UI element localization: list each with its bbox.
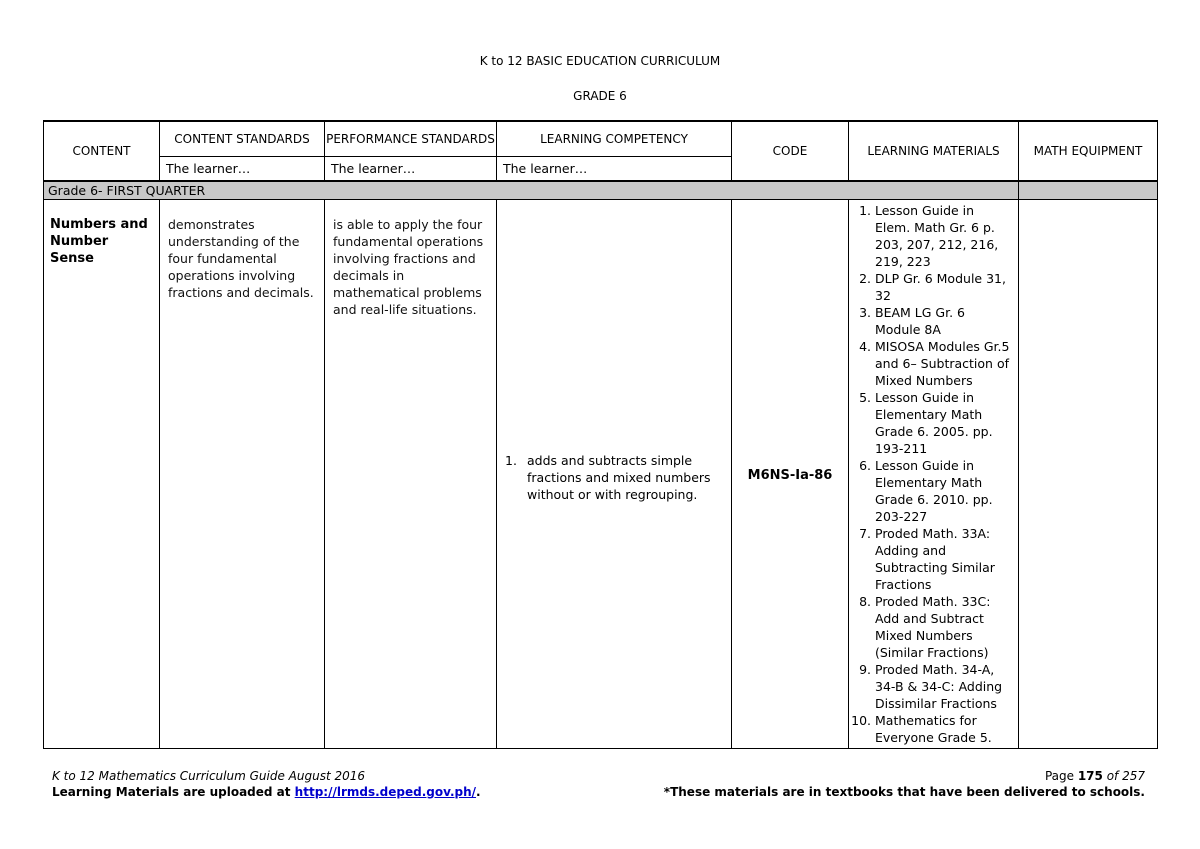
column-header-math-equipment: MATH EQUIPMENT: [1019, 121, 1158, 181]
quarter-equipment-cell: [1019, 181, 1158, 200]
column-header-code: CODE: [732, 121, 849, 181]
page-total: of 257: [1102, 769, 1145, 783]
material-item: 4. MISOSA Modules Gr.5 and 6– Subtraction of Mixed Numbers: [875, 338, 1018, 389]
material-item: 5. Lesson Guide in Elementary Math Grade 6. 2005. pp. 193-211: [875, 389, 1018, 457]
math-equipment-cell: [1019, 199, 1158, 748]
content-value: Numbers and Number Sense: [50, 216, 148, 266]
column-header-learning-competency: LEARNING COMPETENCY: [497, 121, 732, 156]
code-value: M6NS-Ia-86: [747, 467, 833, 483]
learner-label-learning-competency: The learner…: [497, 156, 732, 181]
content-cell: [44, 199, 160, 748]
material-item: 3. BEAM LG Gr. 6 Module 8A: [875, 304, 1018, 338]
column-header-content: CONTENT: [44, 121, 160, 181]
material-item: 6. Lesson Guide in Elementary Math Grade 6. 2010. pp. 203-227: [875, 457, 1018, 525]
document-title: K to 12 BASIC EDUCATION CURRICULUM: [479, 54, 721, 68]
page-number: [664, 768, 1145, 784]
lrmds-link[interactable]: http://lrmds.deped.gov.ph/: [294, 785, 477, 799]
materials-list: [849, 200, 1018, 746]
grade-title: GRADE 6: [573, 89, 627, 103]
content-standard-cell: [160, 199, 325, 748]
content-standard-value: demonstrates understanding of the four fundamental operations involving fractions and decimals.: [168, 216, 314, 300]
performance-standard-value: is able to apply the four fundamental operations involving fractions and decimals in mathematical problems and real-life situations.: [333, 216, 484, 317]
page-current: 175: [1077, 769, 1103, 783]
material-item: 1. Lesson Guide in Elem. Math Gr. 6 p. 203, 207, 212, 216, 219, 223: [875, 202, 1018, 270]
footer-note: *These materials are in textbooks that have been delivered to schools.: [663, 785, 1145, 799]
code-cell: [732, 199, 849, 748]
column-header-performance-standards: PERFORMANCE STANDARDS: [325, 121, 497, 156]
material-item: 2. DLP Gr. 6 Module 31, 32: [875, 270, 1018, 304]
competency-text: adds and subtracts simple fractions and mixed numbers without or with regrouping.: [527, 452, 711, 502]
learning-materials-cell: [849, 199, 1019, 748]
quarter-label: Grade 6- FIRST QUARTER: [44, 181, 1019, 200]
footer-right: [664, 768, 1145, 800]
footer-uploaded-suffix: .: [476, 785, 481, 799]
column-header-learning-materials: LEARNING MATERIALS: [849, 121, 1019, 181]
learner-label-performance-standards: The learner…: [325, 156, 497, 181]
material-item: 9. Proded Math. 34-A, 34-B & 34-C: Adding Dissimilar Fractions: [875, 661, 1018, 712]
learner-label-content-standards: The learner…: [160, 156, 325, 181]
competency-number: 1.: [505, 452, 517, 468]
footer-guide: K to 12 Mathematics Curriculum Guide August 2016: [52, 769, 366, 783]
footer-left: [52, 768, 481, 800]
column-header-content-standards: CONTENT STANDARDS: [160, 121, 325, 156]
footer-uploaded-prefix: Learning Materials are uploaded at: [52, 785, 295, 799]
material-item: 8. Proded Math. 33C: Add and Subtract Mixed Numbers (Similar Fractions): [875, 593, 1018, 661]
learning-competency-cell: [497, 199, 732, 748]
footer-uploaded: [52, 784, 481, 800]
material-item: 10. Mathematics for Everyone Grade 5.: [875, 712, 1018, 746]
curriculum-table: [43, 120, 1158, 749]
performance-standard-cell: [325, 199, 497, 748]
page-prefix: Page: [1044, 769, 1078, 783]
material-item: 7. Proded Math. 33A: Adding and Subtracting Similar Fractions: [875, 525, 1018, 593]
